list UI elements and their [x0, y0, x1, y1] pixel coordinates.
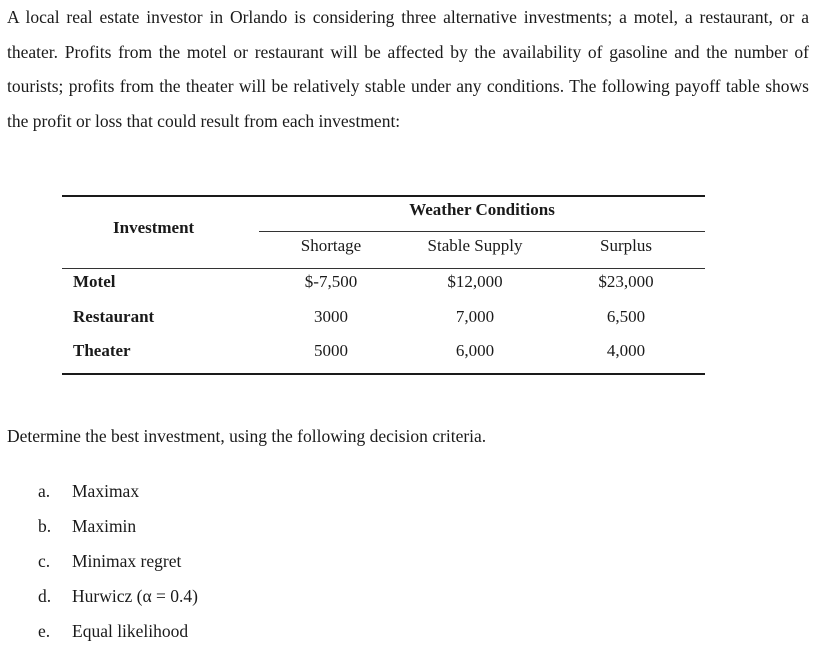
intro-paragraph: A local real estate investor in Orlando is considering three alternative investments; a motel, a restaurant, or a theater. Profits from the motel or restaurant will be affected by the availability of gasoline and the number of tourists; profits from the theater will be relatively stable under any conditions. The following payoff table shows the profit or loss that could result from each investment: — [7, 7, 809, 131]
list-item — [38, 618, 198, 653]
table-cell: $12,000 — [447, 272, 503, 291]
table-cell: 3000 — [314, 307, 348, 326]
table-cell: 7,000 — [455, 307, 495, 326]
column-header-stable-supply: Stable Supply — [427, 236, 523, 255]
table-cell: $23,000 — [598, 272, 654, 291]
table-cell: 4,000 — [606, 341, 646, 360]
list-item — [38, 478, 198, 513]
table-cell: 6,500 — [606, 307, 646, 326]
payoff-table — [62, 195, 705, 376]
table-cell: 5000 — [314, 341, 348, 360]
criterion-text: Equal likelihood — [72, 621, 189, 641]
row-label-theater: Theater — [73, 341, 131, 360]
criterion-text: Minimax regret — [72, 551, 182, 571]
list-marker: d. — [38, 586, 52, 606]
table-bottom-rule — [62, 373, 705, 375]
list-item — [38, 513, 198, 548]
table-cell: $-7,500 — [304, 272, 358, 291]
column-header-surplus: Surplus — [600, 236, 652, 255]
row-label-restaurant: Restaurant — [73, 307, 155, 326]
row-header: Investment — [113, 218, 195, 237]
list-item — [38, 548, 198, 583]
list-marker: a. — [38, 481, 51, 501]
question-text: Determine the best investment, using the following decision criteria. — [7, 426, 487, 446]
criterion-text: Hurwicz (α = 0.4) — [72, 586, 198, 606]
group-header: Weather Conditions — [409, 200, 555, 219]
table-top-rule — [62, 195, 705, 197]
list-marker: c. — [38, 551, 51, 571]
column-header-shortage: Shortage — [300, 236, 362, 255]
criteria-list — [38, 478, 198, 653]
list-item — [38, 583, 198, 618]
table-cell: 6,000 — [455, 341, 495, 360]
header-bottom-rule — [62, 268, 705, 269]
row-label-motel: Motel — [73, 272, 116, 291]
list-marker: b. — [38, 516, 52, 536]
criterion-text: Maximin — [72, 516, 137, 536]
criterion-text: Maximax — [72, 481, 140, 501]
group-underline — [259, 231, 705, 232]
list-marker: e. — [38, 621, 51, 641]
